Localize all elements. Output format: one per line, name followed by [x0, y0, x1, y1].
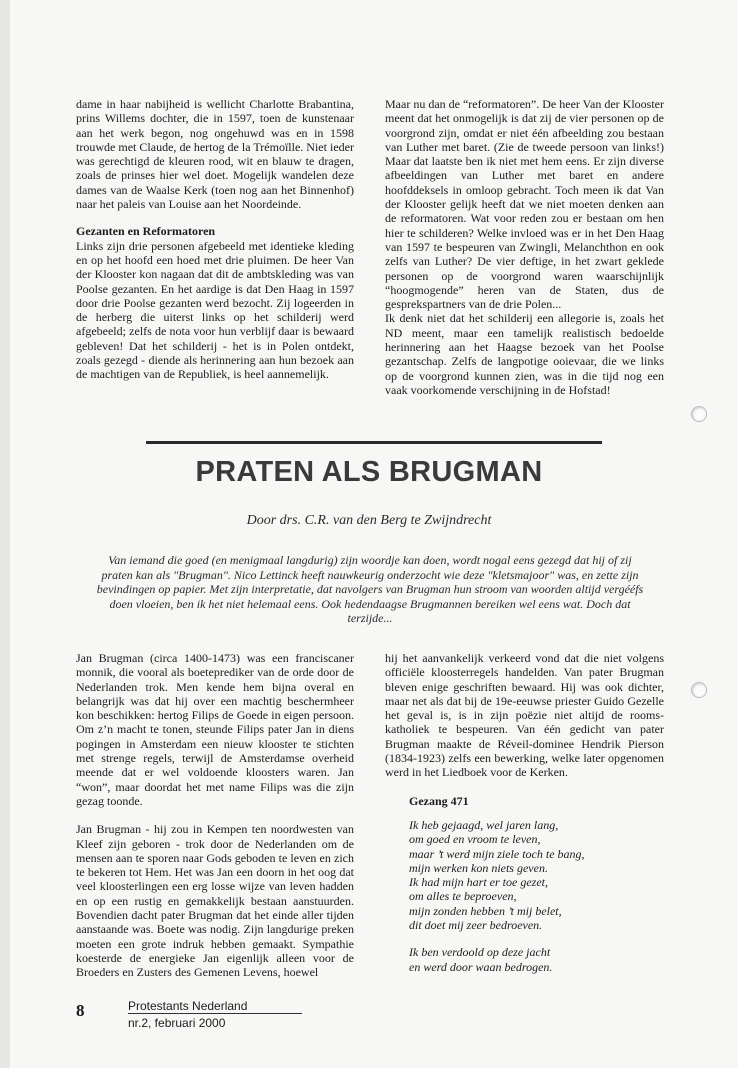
- top-right-column: [385, 97, 664, 397]
- verse-line: mijn werken kon niets geven.: [409, 860, 548, 875]
- verse-line: en werd door waan bedrogen.: [409, 959, 553, 974]
- verse-line: om alles te beproeven,: [409, 889, 517, 904]
- page-number: 8: [76, 1001, 85, 1020]
- paragraph: dame in haar nabijheid is wellicht Charlotte Brabantina, prins Willems dochter, die in 1597, toen de kunstenaar aan het werk begon, nog ongehuwd was en in 1598 trouwde met Claude, de hertog de la Trémoïlle. Niet ieder was gerechtigd de kleuren rood, wit en blauw te dragen, zoals de prinses hier wel doet. Mogelijk wandelen deze dames van de Waalse Kerk (toen nog aan het Binnenhof) naar het paleis van Louise aan het Noordeinde.: [76, 97, 354, 212]
- paragraph: Ik denk niet dat het schilderij een allegorie is, zoals het ND meent, maar een tamelijk realistisch bedoelde herinnering aan het Haagse bezoek van het Poolse gezantschap. Zelfs de langpotige ooievaar, die we links op de voorgrond kunnen zien, was in die tijd nog een vaak voorkomende verschijning in de Hofstad!: [385, 311, 664, 397]
- hymn-title: Gezang 471: [409, 793, 469, 808]
- punch-hole: [691, 406, 707, 422]
- magazine-name: Protestants Nederland: [128, 999, 248, 1013]
- article-intro: Van iemand die goed (en menigmaal langdurig) zijn woordje kan doen, wordt nogal eens gezegd dat hij of zij praten kan als "Brugman". Nico Lettinck heeft nauwkeurig onderzocht wie deze "kletsmajoor" was, en zette zijn bevindingen op papier. Met zijn interpretatie, dat navolgers van Brugman hun stroom van woorden altijd vergééfs doen vloeien, ben ik het niet helemaal eens. Ook hedendaagse Brugmannen bereiken wel eens wat. Doch dat terzijde...: [96, 553, 644, 625]
- footer-rule: [128, 1013, 302, 1014]
- issue-info: nr.2, februari 2000: [128, 1016, 226, 1030]
- verse-line: Ik ben verdoold op deze jacht: [409, 945, 551, 960]
- verse-line: Ik had mijn hart er toe gezet,: [409, 875, 548, 890]
- hymn-verse-1: [385, 818, 664, 932]
- punch-hole: [691, 682, 707, 698]
- verse-line: dit doet mij zeer bedroeven.: [409, 918, 543, 933]
- paragraph: Maar nu dan de “reformatoren”. De heer Van der Klooster meent dat het onmogelijk is dat zij de vier personen op de voorgrond zijn, omdat er niet één afbeelding zou bestaan van Luther met baret. (Zie de tweede persoon van links!) Maar dat laatste ben ik niet met hem eens. Er zijn diverse afbeeldingen van Luther met baret en andere hoofddeksels in omloop gebracht. Toch meen ik dat Van der Klooster gelijk heeft dat we niet moeten denken aan de reformatoren. Wat voor reden zou er bestaan om hen hier te schilderen? Welke invloed was er in het Den Haag van 1597 te bespeuren van Zwingli, Melanchthon en ook zelfs van Luther? De vier deftige, in het zwart geklede personen op de voorgrond waren waarschijnlijk “hoogmogende” heren van de Staten, dus de gesprekspartners van de drie Polen...: [385, 97, 664, 312]
- paragraph: hij het aanvankelijk verkeerd vond dat die niet volgens officiële kloosterregels handelden. Van pater Brugman bleven enige geschriften bewaard. Hij was ook dichter, maar net als dat bij de 19e-eeuwse priester Guido Gezelle het geval is, is in zijn poëzie niet altijd de rooms-katholiek te bespeuren. Van één gedicht van pater Brugman maakte de Réveil-dominee Hendrik Pierson (1834-1923) zelfs een bewerking, welke later opgenomen werd in het Liedboek voor de Kerken.: [385, 651, 664, 780]
- section-divider: [146, 441, 602, 444]
- top-left-column: [76, 97, 354, 382]
- article-title: PRATEN ALS BRUGMAN: [195, 456, 543, 488]
- paragraph: Links zijn drie personen afgebeeld met identieke kleding en op het hoofd een hoed met drie pluimen. De heer Van der Klooster kon nagaan dat dit de ambtskleding was van Poolse gezanten. En het aardige is dat Den Haag in 1597 door drie Poolse gezanten werd bezocht. Zij logeerden in de herberg die uiterst links op het schilderij werd afgebeeld; zelfs de nota voor hun verblijf daar is bewaard gebleven! Dat het schilderij - het is in Polen ontdekt, zoals gezegd - diende als herinnering aan hun bezoek aan de machtigen van de Republiek, is heel aannemelijk.: [76, 238, 354, 382]
- bottom-right-column: [385, 651, 664, 974]
- verse-line: mijn zonden hebben ’t mij belet,: [409, 903, 562, 918]
- bottom-left-column: [76, 651, 354, 980]
- hymn-verse-2: [385, 945, 664, 974]
- verse-line: maar ’t werd mijn ziele toch te bang,: [409, 846, 585, 861]
- verse-line: Ik heb gejaagd, wel jaren lang,: [409, 817, 559, 832]
- footer-magazine: [128, 999, 247, 1030]
- verse-line: om goed en vroom te leven,: [409, 832, 541, 847]
- article-byline: Door drs. C.R. van den Berg te Zwijndrecht: [246, 513, 492, 528]
- section-subheading: Gezanten en Reformatoren: [76, 224, 216, 239]
- paragraph: Jan Brugman - hij zou in Kempen ten noordwesten van Kleef zijn geboren - trok door de Nederlanden om de mensen aan te sporen naar Gods geboden te leven en zich te bekeren tot Hem. Het was Jan een doorn in het oog dat veel kloosterlingen een erg losse wijze van leven hadden en op een rustig en gemakkelijk bestaan aanstuurden. Bovendien dacht pater Brugman dat het einde aller tijden aanstaande was. Boete was nodig. Zijn langdurige preken moeten een grote indruk hebben gemaakt. Sympathie koesterde de energieke Jan eigenlijk alleen voor de Broeders en Zusters des Gemenen Levens, hoewel: [76, 822, 354, 980]
- page-edge-shadow: [0, 0, 10, 1068]
- paragraph: Jan Brugman (circa 1400-1473) was een franciscaner monnik, die vooral als boeteprediker van de orde door de Nederlanden trok. Men kende hem bijna overal en belangrijk was dat hij over een machtig beschermheer kon beschikken: hertog Filips de Goede in eigen persoon. Om z’n macht te tonen, steunde Filips pater Jan in diens pogingen in Amsterdam een nieuw klooster te stichten met strenge regels, terwijl de Amsterdamse overheid meende dat er wel voldoende kloosters waren. Jan “won”, maar doordat het met name Filips was die zijn gezag toonde.: [76, 651, 354, 808]
